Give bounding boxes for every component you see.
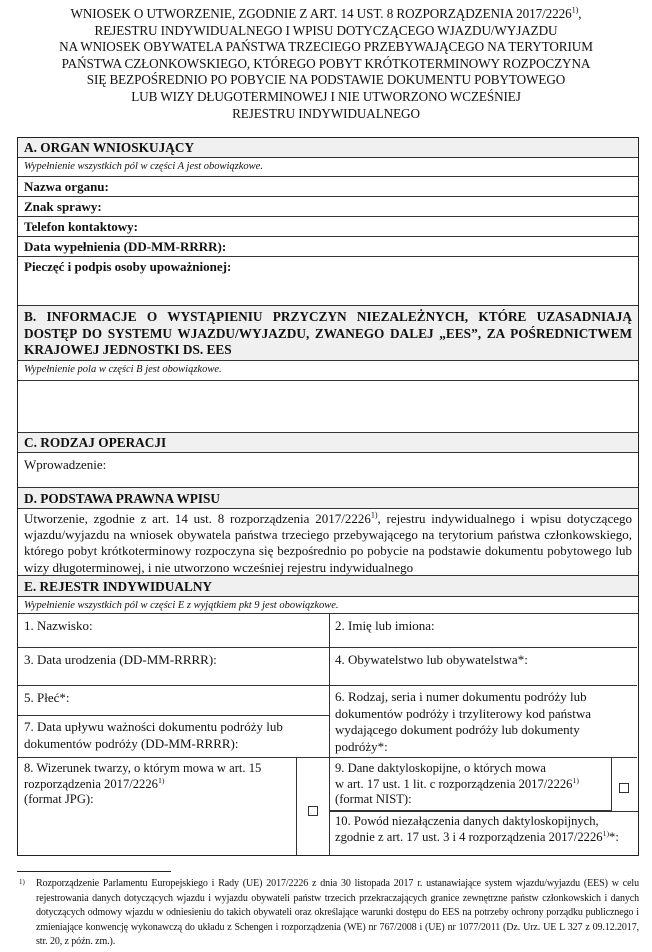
field-contact-phone[interactable] bbox=[18, 217, 638, 237]
section-a-note: Wypełnienie wszystkich pól w części A jest obowiązkowe. bbox=[18, 158, 638, 177]
divider bbox=[329, 811, 638, 812]
title-line-1: WNIOSEK O UTWORZENIE, ZGODNIE Z ART. 14 UST. 8 ROZPORZĄDZENIA 2017/2226$^{1)}$, bbox=[70, 5, 582, 21]
field-label: 6. Rodzaj, seria i numer dokumentu podróży lub dokumentów podróży i trzyliterowy kod państwa wydającego dokument podróży lub dokumenty podróży*: bbox=[335, 689, 591, 754]
footnote-separator bbox=[17, 871, 171, 872]
section-e-header: E. REJESTR INDYWIDUALNY bbox=[18, 576, 638, 597]
field-label: 1. Nazwisko: bbox=[24, 618, 93, 633]
footnote-mark: 1) bbox=[19, 878, 25, 886]
field-label: Znak sprawy: bbox=[24, 199, 102, 214]
section-d-header: D. PODSTAWA PRAWNA WPISU bbox=[18, 488, 638, 509]
footnote-ref: 1) bbox=[571, 5, 579, 15]
title-line-2: REJESTRU INDYWIDUALNEGO I WPISU DOTYCZĄCEGO WJAZDU/WYJAZDU bbox=[94, 22, 558, 38]
field-label: 2. Imię lub imiona: bbox=[335, 618, 435, 633]
field-first-names[interactable] bbox=[329, 614, 637, 648]
title-line-7: REJESTRU INDYWIDUALNEGO bbox=[232, 105, 420, 121]
field-label: 4. Obywatelstwo lub obywatelstwa*: bbox=[335, 652, 528, 667]
field-label: 3. Data urodzenia (DD-MM-RRRR): bbox=[24, 652, 217, 667]
checkbox-column-divider bbox=[296, 758, 297, 855]
field-label: Wprowadzenie: bbox=[24, 457, 107, 472]
field-fingerprint-data: 9. Dane daktyloskopijne, o których mowa w art. 17 ust. 1 lit. c rozporządzenia 2017/2226$^{1)}$ (format NIST): bbox=[329, 758, 611, 811]
field-label: 7. Data upływu ważności dokumentu podróży lub dokumentów podróży (DD-MM-RRRR): bbox=[24, 719, 283, 751]
title-line-3: NA WNIOSEK OBYWATELA PAŃSTWA TRZECIEGO PRZEBYWAJĄCEGO NA TERYTORIUM bbox=[59, 39, 593, 55]
field-birth-date[interactable] bbox=[18, 648, 329, 686]
field-case-number[interactable] bbox=[18, 197, 638, 217]
footnote-ref: 1) bbox=[370, 510, 378, 520]
section-a-header: A. ORGAN WNIOSKUJĄCY bbox=[18, 138, 638, 158]
title-line-5: SIĘ BEZPOŚREDNIO PO POBYCIE NA PODSTAWIE DOKUMENTU POBYTOWEGO bbox=[86, 72, 566, 88]
field-document-expiry-date[interactable] bbox=[18, 716, 329, 758]
footnote-ref: 1) bbox=[572, 775, 579, 785]
field-label: Telefon kontaktowy: bbox=[24, 219, 139, 234]
footnote-ref: 1) bbox=[602, 828, 610, 838]
field-independent-reasons[interactable] bbox=[18, 381, 638, 433]
field-no-fingerprint-reason[interactable]: 10. Powód niezałączenia danych daktyloskopijnych, zgodnie z art. 17 ust. 3 i 4 rozporządzenia 2017/2226$^{1)}$*: bbox=[335, 814, 619, 844]
field-facial-image: 8. Wizerunek twarzy, o którym mowa w art. 15 rozporządzenia 2017/2226$^{1)}$ (format JPG): bbox=[24, 761, 262, 806]
field-surname[interactable] bbox=[18, 614, 329, 648]
section-d-legal-basis-text: Utworzenie, zgodnie z art. 14 ust. 8 rozporządzenia 2017/2226$^{1)}$, rejestru indywidualnego i wpisu dotyczącego wjazdu/wyjazdu na wniosek obywatela państwa trzeciego przebywającego na terytorium państwa członkowskiego, którego pobyt krótkoterminowy rozpoczyna się bezpośrednio po pobycie na podstawie dokumentu pobytowego lub wizy długoterminowej, i nie utworzono wcześniej rejestru indywidualnego bbox=[18, 509, 638, 576]
section-b-header: B. INFORMACJE O WYSTĄPIENIU PRZYCZYN NIEZALEŻNYCH, KTÓRE UZASADNIAJĄ DOSTĘP DO SYSTEMU WJAZDU/WYJAZDU, ZWANEGO DALEJ „EES”, ZA POŚREDNICTWEM KRAJOWEJ JEDNOSTKI DS. EES bbox=[18, 306, 638, 361]
application-form bbox=[17, 137, 639, 856]
footnote-ref: 1) bbox=[157, 775, 165, 785]
field-sex[interactable] bbox=[18, 686, 329, 716]
field-citizenship[interactable] bbox=[329, 648, 637, 686]
field-stamp-signature[interactable] bbox=[18, 257, 638, 306]
footnote-text: Rozporządzenie Parlamentu Europejskiego i Rady (UE) 2017/2226 z dnia 30 listopada 2017 r. ustanawiające system wjazdu/wyjazdu (EES) w celu rejestrowania danych dotyczących wjazdu i wyjazdu obywateli państw trzecich przekraczających granice zewnętrzne państw członkowskich i danych dotyczących odmowy wjazdu w odniesieniu do takich obywateli oraz określające warunki dostępu do EES na potrzeby ochrony porządku publicznego i zmieniające konwencję wykonawczą do układu z Schengen i rozporządzenia (WE) nr 767/2008 i (UE) nr 1077/2011 (Dz. Urz. UE L 327 z 09.12.2017, str. 20, z późn. zm.). bbox=[36, 878, 639, 948]
title-line-4: PAŃSTWA CZŁONKOWSKIEGO, KTÓREGO POBYT KRÓTKOTERMINOWY ROZPOCZYNA bbox=[61, 55, 591, 71]
field-travel-document[interactable] bbox=[329, 686, 637, 758]
facial-image-checkbox[interactable] bbox=[308, 806, 318, 816]
field-fill-date[interactable] bbox=[18, 237, 638, 257]
document-title bbox=[0, 6, 652, 122]
section-e-note: Wypełnienie wszystkich pól w części E z wyjątkiem pkt 9 jest obowiązkowe. bbox=[18, 597, 638, 614]
fingerprint-data-checkbox[interactable] bbox=[619, 783, 629, 793]
section-b-note: Wypełnienie pola w części B jest obowiązkowe. bbox=[18, 361, 638, 381]
field-label: 5. Płeć*: bbox=[24, 690, 70, 705]
field-label: Pieczęć i podpis osoby upoważnionej: bbox=[24, 259, 232, 274]
field-organ-name[interactable] bbox=[18, 177, 638, 197]
field-label: Data wypełnienia (DD-MM-RRRR): bbox=[24, 239, 227, 254]
field-label: Nazwa organu: bbox=[24, 179, 109, 194]
column-divider bbox=[329, 614, 330, 855]
title-line-6: LUB WIZY DŁUGOTERMINOWEJ I NIE UTWORZONO WCZEŚNIEJ bbox=[131, 88, 521, 104]
field-operation-type[interactable] bbox=[18, 453, 638, 488]
checkbox-column-divider bbox=[611, 758, 612, 811]
section-c-header: C. RODZAJ OPERACJI bbox=[18, 433, 638, 453]
